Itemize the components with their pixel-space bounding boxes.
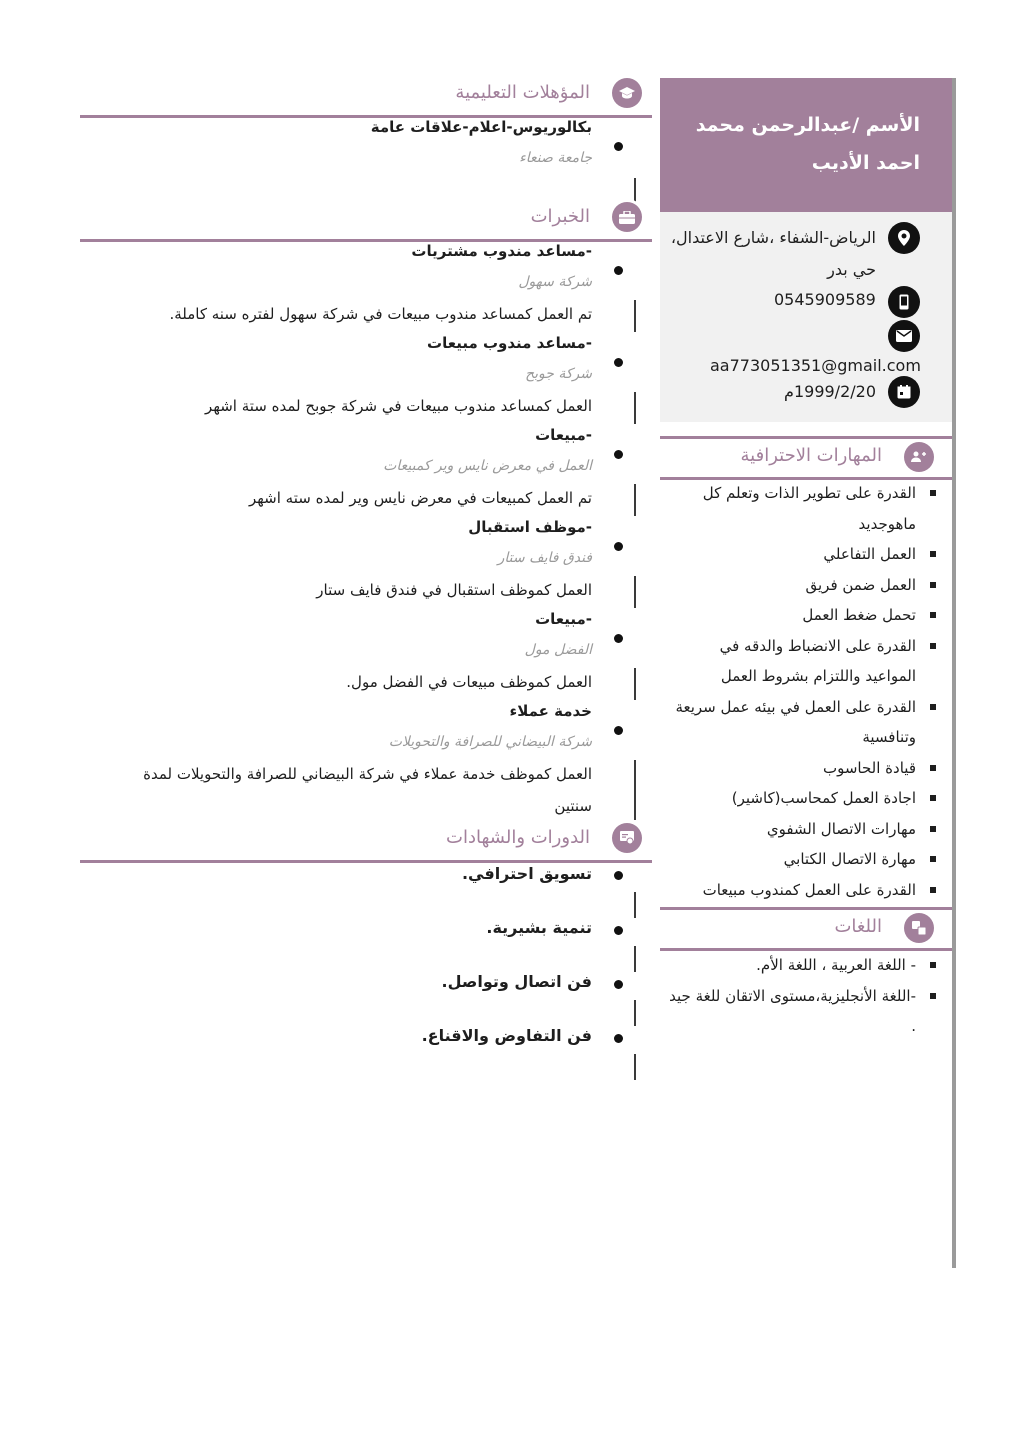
timeline-line (634, 300, 636, 332)
location-icon (888, 222, 920, 254)
languages-title: اللغات (834, 916, 882, 937)
timeline-bullet (614, 142, 623, 151)
timeline-line (634, 1000, 636, 1026)
experience-company: الفضل مول (524, 642, 592, 658)
experience-desc: تم العمل كمبيعات في معرض نايس وير لمده سته اشهر (248, 489, 592, 507)
timeline-line (634, 1054, 636, 1080)
timeline-bullet (614, 980, 623, 989)
experience-company: العمل في معرض نايس وير كمبيعات (383, 458, 592, 474)
people-icon (904, 442, 934, 472)
experience-role: -موظف استقبال (468, 518, 592, 536)
list-item: القدرة على العمل كمندوب مبيعات (668, 875, 916, 906)
experience-desc: العمل كموظف مبيعات في الفضل مول. (346, 673, 592, 691)
experience-title: الخبرات (530, 206, 590, 227)
timeline-line (634, 668, 636, 700)
mail-icon (888, 320, 920, 352)
courses-title: الدورات والشهادات (446, 827, 590, 848)
list-item: تحمل ضغط العمل (668, 600, 916, 631)
timeline-line (634, 946, 636, 972)
briefcase-icon (612, 202, 642, 232)
name-header (660, 78, 952, 212)
full-name: الأسم /عبدالرحمن محمد احمد الأديب (695, 114, 920, 174)
course-item: فن التفاوض والاقناع. (421, 1026, 592, 1045)
list-item: - اللغة العربية ، اللغة الأم. (668, 950, 916, 981)
timeline-line (634, 892, 636, 918)
timeline-bullet (614, 1034, 623, 1043)
phone-text: 0545909589 (774, 290, 876, 309)
phone-icon (888, 286, 920, 318)
list-item: مهارة الاتصال الكتابي (668, 844, 916, 875)
timeline-bullet (614, 266, 623, 275)
experience-desc: تم العمل كمساعد مندوب مبيعات في شركة سهول لفتره سنه كاملة. (169, 305, 592, 323)
skills-header (660, 436, 952, 480)
timeline-bullet (614, 871, 623, 880)
timeline-line (634, 484, 636, 516)
experience-role: -مبيعات (535, 426, 592, 444)
experience-desc: العمل كموظف خدمة عملاء في شركة البيضاني للصرافة والتحويلات لمدة سنتين (143, 765, 592, 815)
timeline-bullet (614, 358, 623, 367)
courses-header (80, 823, 652, 863)
translate-icon (904, 913, 934, 943)
experience-company: شركة البيضاني للصرافة والتحويلات (388, 734, 592, 750)
experience-company: شركة سهول (518, 274, 592, 290)
list-item: -اللغة الأنجليزية،مستوى الاتقان للغة جيد . (668, 981, 916, 1042)
experience-company: شركة جوبح (525, 366, 592, 382)
divider (80, 860, 652, 863)
certificate-icon (612, 823, 642, 853)
experience-company: فندق فايف ستار (497, 550, 592, 566)
experience-role: خدمة عملاء (509, 702, 592, 720)
divider (660, 907, 952, 910)
timeline-line (634, 576, 636, 608)
list-item: العمل التفاعلي (668, 539, 916, 570)
birthdate-text: 1999/2/20م (784, 382, 876, 401)
experience-header (80, 202, 652, 242)
languages-list (668, 950, 916, 1042)
course-item: فن اتصال وتواصل. (441, 972, 592, 991)
list-item: القدرة على العمل في بيئه عمل سريعة وتنافسية (668, 692, 916, 753)
email-text[interactable]: aa773051351@gmail.com (710, 356, 921, 375)
address-text: الرياض-الشفاء ،شارع الاعتدال، حي بدر (670, 228, 876, 279)
list-item: قيادة الحاسوب (668, 753, 916, 784)
experience-desc: العمل كمساعد مندوب مبيعات في شركة جوبح لمده ستة اشهر (205, 397, 592, 415)
education-header (80, 78, 652, 118)
list-item: مهارات الاتصال الشفوي (668, 814, 916, 845)
divider (660, 436, 952, 439)
experience-role: -مبيعات (535, 610, 592, 628)
timeline-bullet (614, 450, 623, 459)
course-item: تسويق احترافي. (461, 864, 592, 883)
experience-role: -مساعد مندوب مبيعات (427, 334, 592, 352)
graduation-cap-icon (612, 78, 642, 108)
education-degree: بكالوريوس-اعلام-علاقات عامة (370, 118, 592, 136)
list-item: العمل ضمن فريق (668, 570, 916, 601)
timeline-bullet (614, 926, 623, 935)
contact-box (660, 212, 952, 422)
course-item: تنمية بشيرية. (486, 918, 592, 937)
list-item: القدرة على الانضباط والدقه في المواعيد واللتزام بشروط العمل (668, 631, 916, 692)
languages-header (660, 907, 952, 951)
timeline-bullet (614, 726, 623, 735)
education-title: المؤهلات التعليمية (455, 82, 590, 103)
skills-title: المهارات الاحترافية (740, 445, 882, 466)
experience-desc: العمل كموظف استقبال في فندق فايف ستار (316, 581, 592, 599)
timeline-bullet (614, 634, 623, 643)
education-school: جامعة صنعاء (519, 150, 592, 166)
sidebar-rule (952, 78, 956, 1268)
experience-role: -مساعد مندوب مشتريات (411, 242, 592, 260)
list-item: القدرة على تطوير الذات وتعلم كل ماهوجديد (668, 478, 916, 539)
calendar-icon (888, 376, 920, 408)
timeline-bullet (614, 542, 623, 551)
timeline-line (634, 760, 636, 820)
timeline-line (634, 392, 636, 424)
skills-list (668, 478, 916, 905)
list-item: اجادة العمل كمحاسب(كاشير) (668, 783, 916, 814)
